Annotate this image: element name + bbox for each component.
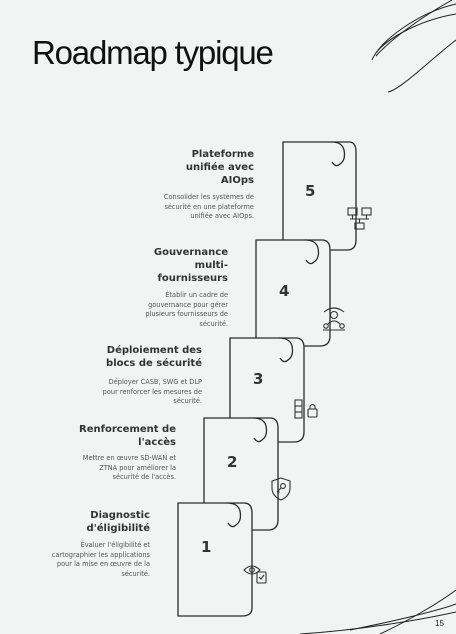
step-description-1: Évaluer l'éligibilité et cartographier les applications pour la mise en œuvre de la sécurité. [51,541,150,578]
scroll-step-1 [178,503,252,616]
scroll-step-4 [256,240,330,346]
step-number-2: 2 [227,453,238,471]
step-title-4: Gouvernance multi-fournisseurs [153,247,228,284]
eye-document-icon [242,560,270,586]
step-number-3: 3 [253,370,264,388]
step-description-2: Mettre en œuvre SD-WAN et ZTNA pour améliorer la sécurité de l'accès. [82,454,176,482]
connected-computers-icon [346,206,374,232]
step-title-3: Déploiement des blocs de sécurité [106,345,202,369]
server-lock-icon [292,398,320,420]
step-number-1: 1 [201,538,212,556]
step-description-4: Établir un cadre de gouvernance pour gérer plusieurs fournisseurs de sécurité. [145,291,228,328]
page-title: Roadmap typique [32,34,273,71]
people-network-icon [321,306,347,332]
step-number-5: 5 [305,182,316,200]
step-number-4: 4 [279,282,290,300]
step-description-3: Déployer CASB, SWG et DLP pour renforcer les mesures de sécurité. [102,378,202,406]
step-title-5: Plateforme unifiée avec AIOps [185,149,254,186]
scroll-step-5 [283,142,356,250]
shield-key-icon [268,476,294,502]
page-number: 15 [435,619,444,628]
step-title-1: Diagnostic d'éligibilité [86,510,150,534]
step-description-5: Consolider les systèmes de sécurité en une plateforme unifiée avec AIOps. [163,193,254,221]
step-title-2: Renforcement de l'accès [79,424,176,448]
